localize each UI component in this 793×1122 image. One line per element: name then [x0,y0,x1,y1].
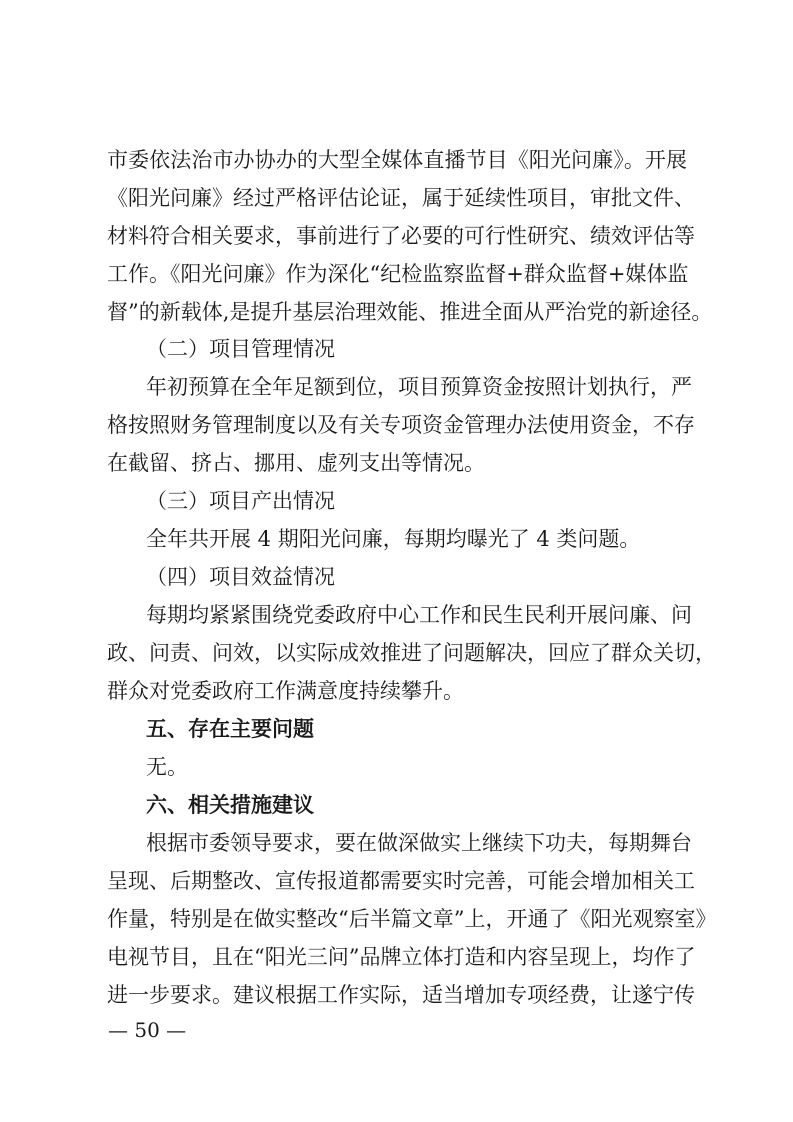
paragraph-line-20: 呈现、后期整改、宣传报道都需要实时完善，可能会增加相关工 [107,869,695,893]
paragraph-line-3: 材料符合相关要求，事前进行了必要的可行性研究、绩效评估等 [107,224,695,248]
paragraph-line-5: 督”的新载体,是提升基层治理效能、推进全面从严治党的新途径。 [107,300,713,324]
paragraph-line-1: 市委依法治市办协办的大型全媒体直播节目《阳光问廉》。开展 [107,148,687,172]
paragraph-line-19: 根据市委领导要求，要在做深做实上继续下功夫，每期舞台 [146,831,692,855]
paragraph-line-13: 每期均紧紧围绕党委政府中心工作和民生民利开展问廉、问 [146,603,692,627]
section-heading-main-problems: 五、存在主要问题 [146,717,314,741]
subheading-project-management: （二）项目管理情况 [146,337,335,361]
subheading-project-benefit: （四）项目效益情况 [146,565,335,589]
subheading-project-output: （三）项目产出情况 [146,489,335,513]
paragraph-line-11: 全年共开展 4 期阳光问廉，每期均曝光了 4 类问题。 [146,527,641,551]
section-heading-suggestions: 六、相关措施建议 [146,793,314,817]
paragraph-line-21: 作量，特别是在做实整改“后半篇文章”上，开通了《阳光观察室》 [107,907,717,931]
paragraph-line-22: 电视节目，且在“阳光三问”品牌立体打造和内容呈现上，均作了 [107,945,696,969]
paragraph-line-23: 进一步要求。建议根据工作实际，适当增加专项经费，让遂宁传 [107,983,695,1007]
paragraph-line-9: 在截留、挤占、挪用、虚列支出等情况。 [107,451,485,475]
paragraph-line-14: 政、问责、问效，以实际成效推进了问题解决，回应了群众关切， [107,641,716,665]
paragraph-line-17: 无。 [146,755,188,779]
page-number: — 50 — [108,1018,187,1042]
paragraph-line-2: 《阳光问廉》经过严格评估论证，属于延续性项目，审批文件、 [107,186,695,210]
paragraph-line-8: 格按照财务管理制度以及有关专项资金管理办法使用资金，不存 [107,413,695,437]
paragraph-line-4: 工作。《阳光问廉》作为深化“纪检监察监督+群众监督+媒体监 [107,262,689,286]
paragraph-line-15: 群众对党委政府工作满意度持续攀升。 [107,679,464,703]
paragraph-line-7: 年初预算在全年足额到位，项目预算资金按照计划执行，严 [146,375,692,399]
